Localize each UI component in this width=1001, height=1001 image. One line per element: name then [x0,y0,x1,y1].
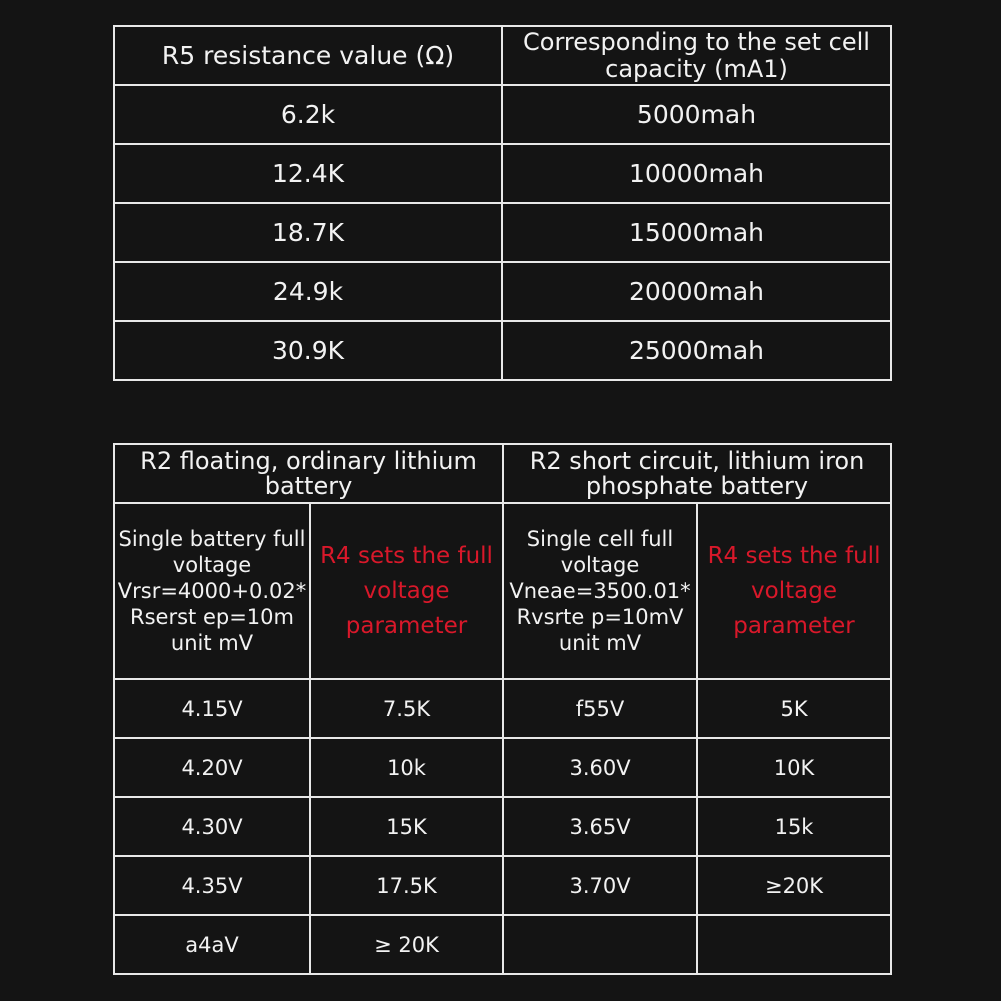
lithium-r4-cell: 15K [310,797,503,856]
table-row [114,679,891,738]
table-row [114,738,891,797]
table-row [114,797,891,856]
r5-value-cell: 12.4K [114,144,502,203]
r5-value-cell: 24.9k [114,262,502,321]
sub-header-row [114,503,891,679]
table-row [114,144,891,203]
r5-value-cell: 18.7K [114,203,502,262]
capacity-table-header [114,26,891,85]
lifepo4-voltage-cell: f55V [503,679,697,738]
lithium-r4-cell: ≥ 20K [310,915,503,974]
lifepo4-formula: Single cell full voltage Vneae=3500.01* Rvsrte p=10mV unit mV [503,503,697,679]
capacity-value-cell: 5000mah [502,85,891,144]
capacity-table [113,25,892,381]
voltage-table [113,443,892,975]
r5-resistance-header: R5 resistance value (Ω) [114,26,502,85]
capacity-value-cell: 20000mah [502,262,891,321]
lifepo4-r4-cell [697,915,891,974]
lifepo4-voltage-cell: 3.60V [503,738,697,797]
lithium-voltage-cell: a4aV [114,915,310,974]
ordinary-lithium-formula: Single battery full voltage Vrsr=4000+0.02* Rserst ep=10m unit mV [114,503,310,679]
lifepo4-r4-header: R4 sets the full voltage parameter [697,503,891,679]
table-row [114,321,891,380]
lifepo4-voltage-cell: 3.65V [503,797,697,856]
table-row [114,203,891,262]
table-row [114,915,891,974]
lifepo4-r4-cell: ≥20K [697,856,891,915]
ordinary-lithium-header: R2 floating, ordinary lithium battery [114,444,503,503]
lithium-voltage-cell: 4.15V [114,679,310,738]
table-row [114,856,891,915]
lifepo4-r4-cell: 15k [697,797,891,856]
table-row [114,262,891,321]
lifepo4-r4-cell: 10K [697,738,891,797]
capacity-value-cell: 25000mah [502,321,891,380]
lithium-r4-cell: 10k [310,738,503,797]
lithium-voltage-cell: 4.30V [114,797,310,856]
ordinary-lithium-r4-header: R4 sets the full voltage parameter [310,503,503,679]
lifepo4-voltage-cell: 3.70V [503,856,697,915]
lithium-iron-phosphate-header: R2 short circuit, lithium iron phosphate battery [503,444,891,503]
lifepo4-r4-cell: 5K [697,679,891,738]
lifepo4-voltage-cell [503,915,697,974]
capacity-value-cell: 15000mah [502,203,891,262]
lithium-voltage-cell: 4.20V [114,738,310,797]
cell-capacity-header: Corresponding to the set cell capacity (mA1) [502,26,891,85]
lithium-voltage-cell: 4.35V [114,856,310,915]
r5-value-cell: 6.2k [114,85,502,144]
capacity-value-cell: 10000mah [502,144,891,203]
table-row [114,85,891,144]
lithium-r4-cell: 7.5K [310,679,503,738]
group-header-row [114,444,891,503]
lithium-r4-cell: 17.5K [310,856,503,915]
r5-value-cell: 30.9K [114,321,502,380]
